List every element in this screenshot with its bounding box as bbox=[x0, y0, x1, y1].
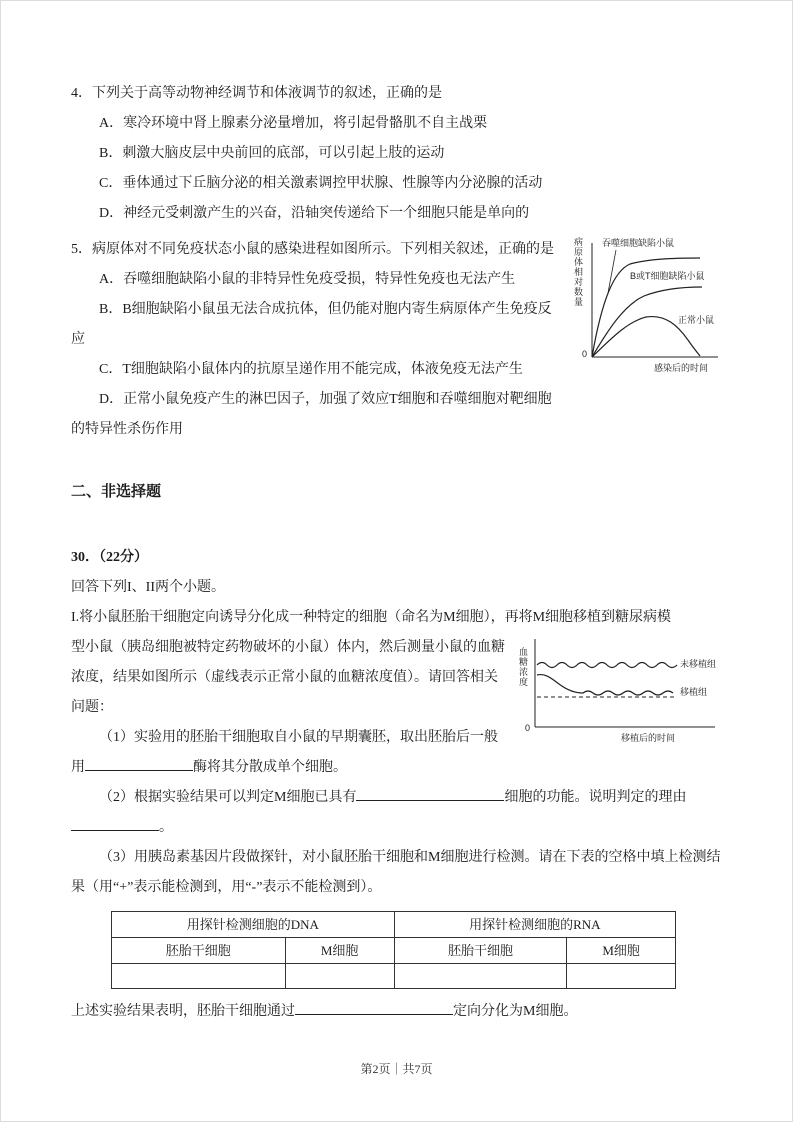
table-answer-cell-2 bbox=[285, 964, 394, 989]
q4-option-d: D．神经元受刺激产生的兴奋，沿轴突传递给下一个细胞只能是单向的 bbox=[99, 206, 530, 221]
question-30 bbox=[71, 543, 722, 1027]
q30-sub2-answer-blank-1 bbox=[356, 785, 504, 801]
table-col-header-esc-dna: 胚胎干细胞 bbox=[112, 938, 286, 964]
fig1-curve1-label: 吞噬细胞缺陷小鼠 bbox=[602, 238, 675, 248]
fig2-series2-label: 移植组 bbox=[680, 687, 708, 697]
table-col-header-mcell-rna: M细胞 bbox=[567, 938, 676, 964]
q4-stem: 4．下列关于高等动物神经调节和体液调节的叙述，正确的是 bbox=[71, 86, 442, 101]
q4-option-c: C．垂体通过下丘脑分泌的相关激素调控甲状腺、性腺等内分泌腺的活动 bbox=[99, 176, 543, 191]
table-group-header-rna: 用探针检测细胞的RNA bbox=[394, 912, 675, 938]
q30-sub2 bbox=[71, 783, 722, 843]
table-col-header-esc-rna: 胚胎干细胞 bbox=[394, 938, 567, 964]
q30-part1-wrap bbox=[71, 633, 722, 783]
page-footer: 第2页｜共7页 bbox=[360, 1062, 433, 1076]
q4-option-b: B．刺激大脑皮层中央前回的底部，可以引起上肢的运动 bbox=[99, 146, 445, 161]
table-answer-row bbox=[112, 964, 676, 989]
blood-glucose-figure bbox=[517, 633, 722, 751]
probe-result-table bbox=[111, 911, 676, 989]
q30-sub1-text-post: 酶将其分散成单个细胞。 bbox=[193, 760, 347, 775]
table-group-header-dna: 用探针检测细胞的DNA bbox=[112, 912, 395, 938]
q30-sub2-text-1: （2）根据实验结果可以判定M细胞已具有 bbox=[99, 790, 357, 805]
question-5 bbox=[71, 235, 722, 445]
question-4 bbox=[71, 79, 722, 229]
fig1-curve3-label: 正常小鼠 bbox=[678, 315, 715, 325]
q30-sub2-answer-blank-2 bbox=[71, 815, 159, 831]
fig2-y-axis-label: 血糖浓度 bbox=[518, 647, 528, 687]
q30-conclusion-answer-blank bbox=[295, 999, 453, 1015]
q30-sub3: （3）用胰岛素基因片段做探针，对小鼠胚胎干细胞和M细胞进行检测。请在下表的空格中填上检测结果（用“+”表示能检测到，用“-”表示不能检测到）。 bbox=[71, 850, 721, 895]
q30-conclusion-post: 定向分化为M细胞。 bbox=[453, 1004, 578, 1019]
fig1-origin-label: 0 bbox=[582, 349, 588, 359]
q30-conclusion bbox=[71, 997, 722, 1027]
q30-sub1-answer-blank bbox=[85, 755, 193, 771]
q30-part1-rest: 型小鼠（胰岛细胞被特定药物破坏的小鼠）体内，然后测量小鼠的血糖浓度，结果如图所示（虚线表示正常小鼠的血糖浓度值）。请回答相关问题： bbox=[71, 640, 505, 715]
fig1-curve2-label: B或T细胞缺陷小鼠 bbox=[630, 271, 705, 281]
q5-stem: 5．病原体对不同免疫状态小鼠的感染进程如图所示。下列相关叙述，正确的是 bbox=[71, 242, 554, 257]
fig1-y-axis-label: 病原体相对数量 bbox=[573, 237, 583, 307]
q30-intro: 回答下列I、II两个小题。 bbox=[71, 580, 225, 595]
table-col-header-mcell-dna: M细胞 bbox=[285, 938, 394, 964]
fig1-x-axis-label: 感染后的时间 bbox=[654, 363, 709, 373]
q30-number: 30．（22分） bbox=[71, 550, 148, 565]
fig2-x-axis-label: 移植后的时间 bbox=[621, 733, 676, 743]
fig2-origin-label: 0 bbox=[525, 723, 531, 733]
q30-conclusion-pre: 上述实验结果表明，胚胎干细胞通过 bbox=[71, 1004, 295, 1019]
table-answer-cell-4 bbox=[567, 964, 676, 989]
fig2-series1-label: 未移植组 bbox=[680, 659, 717, 669]
section-2-heading: 二、非选择题 bbox=[71, 484, 162, 500]
table-column-header-row bbox=[112, 938, 676, 964]
q5-option-c: C．T细胞缺陷小鼠体内的抗原呈递作用不能完成，体液免疫无法产生 bbox=[99, 362, 523, 377]
q30-sub2-text-3: 。 bbox=[159, 820, 173, 835]
q30-sub2-text-2: 细胞的功能。说明判定的理由 bbox=[504, 790, 687, 805]
q5-option-b: B．B细胞缺陷小鼠虽无法合成抗体，但仍能对胞内寄生病原体产生免疫反应 bbox=[71, 302, 552, 347]
table-answer-cell-1 bbox=[112, 964, 286, 989]
q5-option-a: A．吞噬细胞缺陷小鼠的非特异性免疫受损，特异性免疫也无法产生 bbox=[99, 272, 516, 287]
infection-progress-figure bbox=[572, 237, 722, 387]
q30-part1-line1: I.将小鼠胚胎干细胞定向诱导分化成一种特定的细胞（命名为M细胞），再将M细胞移植到糖尿病模 bbox=[71, 610, 672, 625]
q30-sub1-text-pre: （1）实验用的胚胎干细胞取自小鼠的早期囊胚，取出胚胎后一般用 bbox=[71, 730, 498, 775]
table-answer-cell-3 bbox=[394, 964, 567, 989]
q5-option-d: D．正常小鼠免疫产生的淋巴因子，加强了效应T细胞和吞噬细胞对靶细胞的特异性杀伤作用 bbox=[71, 392, 552, 437]
table-group-header-row bbox=[112, 912, 676, 938]
q4-option-a: A．寒冷环境中肾上腺素分泌量增加，将引起骨骼肌不自主战栗 bbox=[99, 116, 488, 131]
